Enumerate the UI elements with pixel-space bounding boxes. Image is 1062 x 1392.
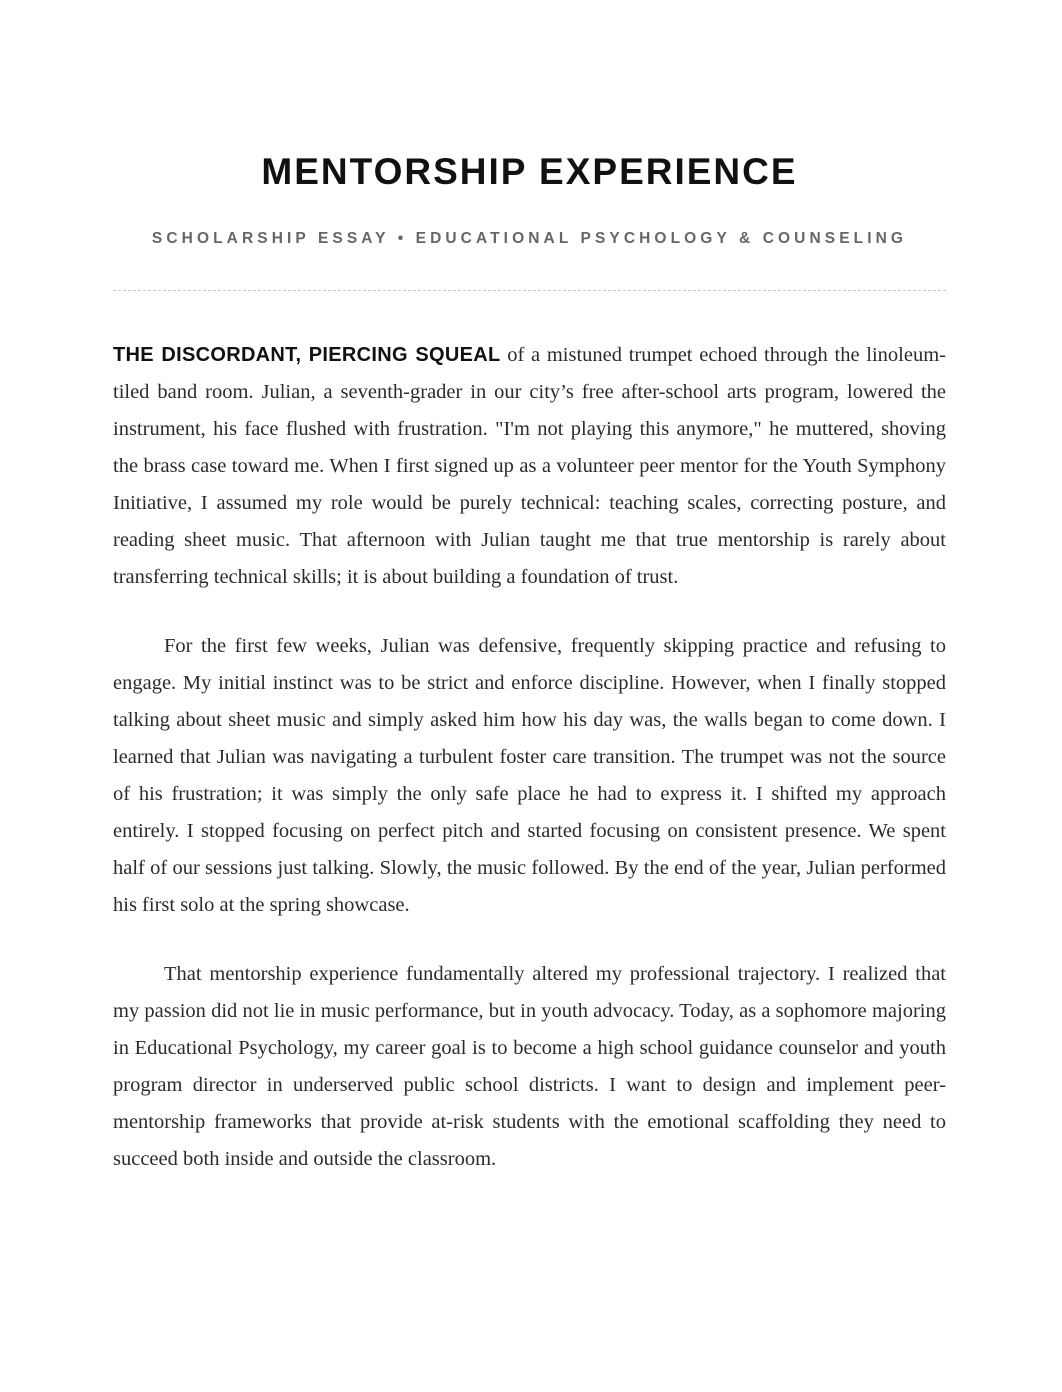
page-subtitle: SCHOLARSHIP ESSAY • EDUCATIONAL PSYCHOLOGY & COUNSELING bbox=[151, 230, 908, 247]
page-title: MENTORSHIP EXPERIENCE bbox=[261, 151, 798, 192]
paragraph-1-text: of a mistuned trumpet echoed through the linoleum-tiled band room. Julian, a seventh-grader in our city’s free after-school arts program, lowered the instrument, his face flushed with frustration. "I'm not playing this anymore," he muttered, shoving the brass case toward me. When I first signed up as a volunteer peer mentor for the Youth Symphony Initiative, I assumed my role would be purely technical: teaching scales, correcting posture, and reading sheet music. That afternoon with Julian taught me that true mentorship is rarely about transferring technical skills; it is about building a foundation of trust. bbox=[113, 344, 946, 588]
paragraph-lead-in: THE DISCORDANT, PIERCING SQUEAL bbox=[113, 344, 501, 366]
paragraph-1 bbox=[113, 337, 946, 596]
essay-body bbox=[113, 337, 946, 1210]
dashed-divider bbox=[113, 290, 946, 291]
paragraph-2: For the first few weeks, Julian was defensive, frequently skipping practice and refusing to engage. My initial instinct was to be strict and enforce discipline. However, when I finally stopped talking about sheet music and simply asked him how his day was, the walls began to come down. I learned that Julian was navigating a turbulent foster care transition. The trumpet was not the source of his frustration; it was simply the only safe place he had to express it. I shifted my approach entirely. I stopped focusing on perfect pitch and started focusing on consistent presence. We spent half of our sessions just talking. Slowly, the music followed. By the end of the year, Julian performed his first solo at the spring showcase. bbox=[113, 635, 946, 916]
paragraph-3: That mentorship experience fundamentally altered my professional trajectory. I realized that my passion did not lie in music performance, but in youth advocacy. Today, as a sophomore majoring in Educational Psychology, my career goal is to become a high school guidance counselor and youth program director in underserved public school districts. I want to design and implement peer-mentorship frameworks that provide at-risk students with the emotional scaffolding they need to succeed both inside and outside the classroom. bbox=[113, 963, 946, 1170]
